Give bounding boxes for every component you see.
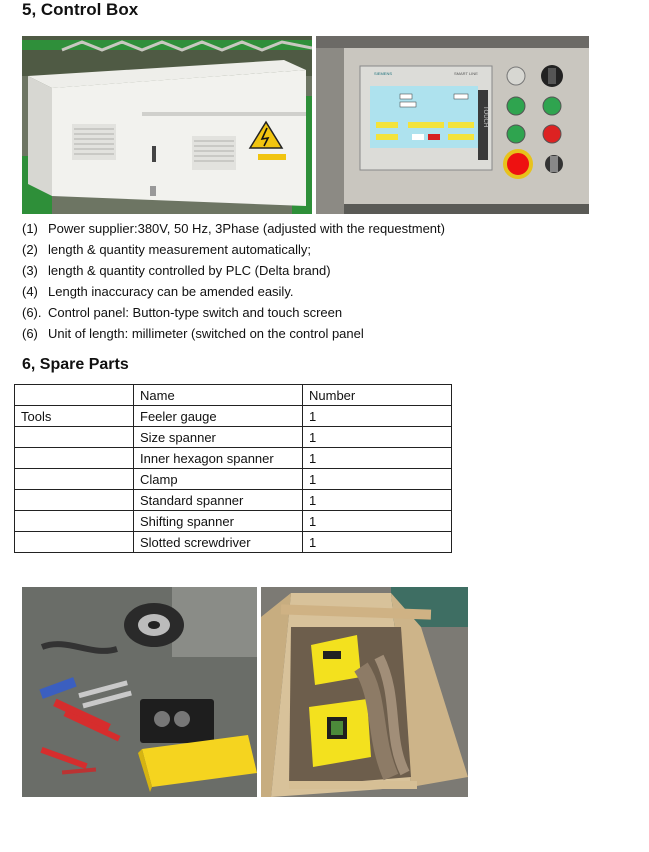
wooden-crate-photo-icon [261,587,468,797]
cell-category [15,448,134,469]
cell-category [15,427,134,448]
panel-brand-label: SIEMENS [374,71,393,76]
list-item: (3) length & quantity controlled by PLC (Delta brand) [22,263,331,278]
table-header-row [15,385,452,406]
list-item: (6) Unit of length: millimeter (switched on the control panel [22,326,364,341]
cell-number: 1 [303,406,452,427]
cell-name: Size spanner [134,427,303,448]
table-row [15,406,452,427]
cell-number: 1 [303,469,452,490]
list-item: (1) Power supplier:380V, 50 Hz, 3Phase (adjusted with the requestment) [22,221,445,236]
table-row [15,490,452,511]
section-6-title: 6, Spare Parts [22,356,129,373]
touch-screen-panel-photo-icon [316,36,589,214]
table-row [15,511,452,532]
spare-parts-table [14,384,452,553]
cell-name: Feeler gauge [134,406,303,427]
cell-number: 1 [303,511,452,532]
cell-name: Standard spanner [134,490,303,511]
cell-name: Shifting spanner [134,511,303,532]
list-item: (4) Length inaccuracy can be amended easily. [22,284,294,299]
table-row [15,469,452,490]
section-5-title: 5, Control Box [22,0,139,19]
panel-side-label: TOUCH [482,106,488,128]
cell-category: Tools [15,406,134,427]
cell-name: Slotted screwdriver [134,532,303,553]
cell-number: 1 [303,448,452,469]
list-item: (2) length & quantity measurement automatically; [22,242,312,257]
header-cell-number: Number [303,385,452,406]
spare-tools-photo [22,587,257,797]
cell-number: 1 [303,532,452,553]
cell-number: 1 [303,427,452,448]
table-row [15,448,452,469]
panel-model-label: SMART LINE [454,71,478,76]
control-box-spec-list [22,221,622,347]
cell-category [15,469,134,490]
cell-number: 1 [303,490,452,511]
cell-category [15,490,134,511]
control-panel-photo [316,36,589,214]
table-row [15,532,452,553]
list-item: (6). Control panel: Button-type switch and touch screen [22,305,343,320]
control-box-photo [22,36,312,214]
header-cell-name: Name [134,385,303,406]
table-row [15,427,452,448]
header-cell-category [15,385,134,406]
packing-crate-photo [261,587,468,797]
tool-kit-photo-icon [22,587,257,797]
cell-category [15,511,134,532]
cell-category [15,532,134,553]
cell-name: Clamp [134,469,303,490]
electrical-cabinet-photo-icon [22,36,312,214]
cell-name: Inner hexagon spanner [134,448,303,469]
